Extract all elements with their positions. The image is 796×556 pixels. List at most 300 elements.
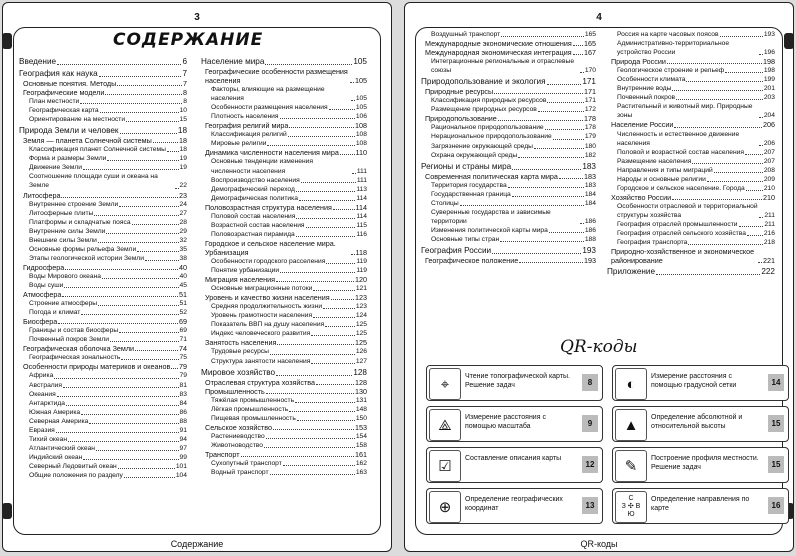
dot-leader	[137, 251, 178, 252]
toc-entry-page: 184	[584, 190, 596, 198]
toc-entry-page: 97	[179, 444, 187, 452]
toc-entry	[421, 162, 596, 172]
toc-entry	[19, 209, 187, 218]
toc-entry-title: Литосфера	[23, 190, 61, 200]
qr-card-text: Определение абсолютной и относительной высоты	[651, 414, 743, 430]
dot-leader	[61, 197, 178, 198]
toc-entry-page: 38	[179, 254, 187, 262]
qr-card[interactable]	[612, 447, 789, 483]
toc-entry-title: Направления и типы миграций	[617, 166, 713, 174]
toc-entry-page: 105	[353, 57, 367, 66]
dot-leader	[289, 411, 355, 412]
dot-leader	[301, 182, 356, 183]
toc-entry-page: 123	[355, 293, 367, 303]
toc-entry	[607, 267, 775, 277]
toc-entry-title: Столицы	[431, 199, 459, 207]
toc-entry-page: 79	[179, 362, 187, 372]
toc-entry-page: 201	[763, 85, 775, 93]
toc-entry-title: Гидросфера	[23, 262, 65, 272]
toc-entry-title: Почвенный покров Земли	[29, 336, 109, 344]
toc-entry-title: Динамика численности населения мира	[205, 148, 339, 158]
toc-entry	[201, 357, 367, 366]
toc-entry-title: Суверенные государства и зависимые территории	[431, 208, 551, 225]
dot-leader	[501, 36, 584, 37]
dot-leader	[316, 384, 354, 385]
page-tab	[2, 33, 12, 49]
toc-entry	[19, 426, 187, 435]
toc-entry-title: Россия на карте часовых поясов	[617, 31, 719, 38]
dot-leader	[492, 253, 581, 254]
dot-leader	[340, 154, 355, 155]
qr-card[interactable]	[426, 365, 603, 401]
map-icon: ⌖	[429, 368, 461, 400]
qr-card-page-number: 13	[582, 497, 598, 514]
toc-entry-title: Административно-территориальное устройство России	[617, 40, 730, 57]
toc-entry-title: Классификация планет Солнечной системы	[29, 146, 166, 154]
toc-entry-page: 218	[763, 239, 775, 247]
qr-card[interactable]	[612, 365, 789, 401]
toc-entry-page: 193	[584, 255, 596, 265]
toc-entry-title: Внешние силы Земли	[29, 236, 97, 244]
toc-entry-title: Географическая оболочка Земли	[23, 344, 135, 354]
toc-entry	[607, 148, 775, 157]
toc-entry-page: 178	[584, 114, 596, 124]
toc-entry-page: 104	[175, 471, 187, 479]
dot-leader	[311, 363, 355, 364]
toc-entry	[201, 450, 367, 459]
toc-entry-title: Трудовые ресурсы	[211, 348, 269, 356]
dot-leader	[306, 227, 356, 228]
toc-entry-title: Демографическая политика	[211, 194, 298, 202]
dot-leader	[559, 178, 583, 179]
toc-entry-title: География отраслей промышленности	[617, 220, 738, 228]
compass-icon: ⟁	[429, 409, 461, 441]
dot-leader	[547, 102, 583, 103]
toc-entry	[19, 471, 187, 480]
toc-entry	[201, 239, 367, 257]
toc-entry-page: 40	[179, 272, 187, 280]
dot-leader	[299, 200, 355, 201]
dot-leader	[280, 272, 355, 273]
toc-entry	[421, 57, 596, 75]
toc-entry	[19, 335, 187, 344]
qr-card-page-number: 12	[582, 456, 598, 473]
toc-entry	[607, 120, 775, 129]
toc-entry-page: 216	[763, 230, 775, 238]
toc-entry-page: 74	[179, 344, 187, 354]
toc-column-1	[421, 30, 596, 265]
toc-entry	[201, 405, 367, 414]
toc-entry-page: 182	[584, 151, 596, 159]
toc-entry	[19, 381, 187, 390]
toc-entry-title: Рациональное природопользование	[431, 124, 544, 132]
toc-entry	[201, 284, 367, 293]
dot-leader	[759, 54, 763, 55]
dot-leader	[296, 236, 356, 237]
toc-entry-page: 114	[355, 202, 367, 212]
toc-entry-title: Структура занятости населения	[211, 357, 311, 365]
toc-entry-title: Австралия	[29, 381, 63, 389]
toc-entry-title: Животноводство	[211, 441, 263, 449]
toc-entry-page: 193	[582, 245, 596, 255]
toc-entry-page: 35	[179, 245, 187, 253]
toc-entry	[201, 293, 367, 302]
toc-entry-title: Мировые религии	[211, 140, 267, 148]
toc-entry	[19, 390, 187, 399]
toc-entry-title: Тихий океан	[29, 435, 68, 443]
dot-leader	[759, 217, 763, 218]
toc-entry	[19, 299, 187, 308]
dot-leader	[56, 432, 179, 433]
dot-leader	[707, 181, 763, 182]
dot-leader	[68, 441, 178, 442]
toc-entry-page: 207	[763, 148, 775, 156]
toc-entry	[421, 132, 596, 141]
toc-entry	[607, 175, 775, 184]
toc-entry	[421, 226, 596, 235]
toc-entry	[421, 208, 596, 226]
toc-entry-page: 206	[763, 139, 775, 147]
dot-leader	[83, 459, 178, 460]
dot-leader	[714, 172, 763, 173]
toc-entry-page: 18	[179, 146, 187, 154]
toc-entry	[19, 115, 187, 124]
dot-leader	[323, 308, 355, 309]
dot-leader	[288, 136, 355, 137]
dot-leader	[759, 117, 763, 118]
toc-entry-title: Международные экономические отношения	[425, 39, 572, 49]
toc-entry-title: Промышленность	[205, 386, 265, 396]
toc-entry-title: Общие положения по разделу	[29, 471, 123, 479]
toc-entry-title: Этапы геологической истории Земли	[29, 254, 144, 262]
toc-entry	[19, 69, 187, 79]
qr-card[interactable]	[612, 406, 789, 442]
toc-entry-page: 196	[763, 49, 775, 57]
toc-entry-page: 86	[179, 408, 187, 416]
toc-entry-title: Земля — планета Солнечной системы	[23, 136, 152, 146]
dot-leader	[58, 323, 178, 324]
toc-entry-page: 105	[355, 104, 367, 112]
toc-entry	[607, 30, 775, 39]
qr-card-text: Составление описания карты	[465, 455, 562, 462]
toc-entry-title: Основные типы стран	[431, 235, 500, 243]
toc-entry	[19, 245, 187, 254]
dot-leader	[745, 154, 763, 155]
toc-entry-title: Тяжёлая промышленность	[211, 396, 295, 404]
toc-entry-page: 115	[356, 221, 367, 229]
toc-entry	[607, 66, 775, 75]
toc-entry-title: Хозяйство России	[611, 192, 672, 202]
toc-entry-page: 186	[584, 226, 596, 234]
dot-leader	[120, 133, 177, 134]
toc-entry-page: 110	[355, 148, 367, 158]
toc-entry	[19, 236, 187, 245]
dot-leader	[276, 281, 354, 282]
toc-entry-page: 45	[179, 281, 187, 289]
dot-leader	[326, 263, 355, 264]
toc-entry-page: 51	[179, 290, 187, 300]
dot-leader	[512, 169, 581, 170]
toc-entry	[201, 368, 367, 378]
toc-entry-page: 29	[179, 227, 187, 235]
toc-entry	[607, 166, 775, 175]
toc-entry-title: Водный транспорт	[211, 469, 269, 477]
toc-entry-title: Географические особенности размещения населения	[205, 67, 348, 86]
toc-entry-page: 108	[355, 131, 367, 139]
qr-card[interactable]	[426, 406, 603, 442]
toc-entry	[607, 84, 775, 93]
toc-entry-page: 113	[356, 185, 367, 193]
dot-leader	[460, 205, 584, 206]
toc-entry	[421, 77, 596, 87]
toc-entry-title: Регионы и страны мира	[421, 161, 512, 171]
toc-entry-title: Воспроизводство населения	[211, 176, 300, 184]
dot-leader	[656, 274, 760, 275]
dot-leader	[266, 438, 355, 439]
toc-entry-page: 203	[763, 94, 775, 102]
toc-entry-title: География религий мира	[205, 121, 289, 131]
dot-leader	[171, 368, 178, 369]
dot-leader	[118, 468, 175, 469]
toc-entry	[19, 417, 187, 426]
toc-entry	[201, 230, 367, 239]
toc-entry	[19, 371, 187, 380]
toc-entry	[201, 121, 367, 130]
toc-entry-title: Плотность населения	[211, 113, 279, 121]
toc-entry	[201, 112, 367, 121]
qr-card[interactable]	[612, 488, 789, 524]
toc-entry-title: Городское и сельское население мира. Урбанизация	[205, 238, 336, 257]
toc-entry	[607, 130, 775, 148]
qr-card[interactable]	[426, 488, 603, 524]
toc-entry	[607, 220, 775, 229]
toc-entry-title: Показатель ВВП на душу населения	[211, 321, 325, 329]
dot-leader	[96, 450, 179, 451]
toc-entry	[19, 399, 187, 408]
toc-entry-title: Факторы, влияющие на размещение населения	[211, 86, 325, 103]
dot-leader	[329, 109, 355, 110]
toc-entry	[201, 338, 367, 347]
toc-entry	[201, 441, 367, 450]
toc-entry	[19, 200, 187, 209]
qr-card[interactable]	[426, 447, 603, 483]
toc-entry-title: Введение	[19, 57, 57, 66]
dot-leader	[534, 148, 584, 149]
toc-entry-title: Атлантический океан	[29, 444, 95, 452]
toc-entry-title: Северный Ледовитый океан	[29, 462, 117, 470]
toc-entry-title: Основные тенденции изменения численности населения	[211, 158, 314, 175]
qr-card-page-number: 16	[768, 497, 784, 514]
toc-entry-page: 210	[763, 192, 775, 202]
toc-entry-title: Строение атмосферы	[29, 300, 98, 308]
toc-entry-title: Литосферные плиты	[29, 209, 94, 217]
toc-entry	[19, 408, 187, 417]
toc-entry-title: Мировое хозяйство	[201, 367, 276, 377]
toc-entry	[607, 157, 775, 166]
dot-leader	[66, 405, 179, 406]
dot-leader	[117, 85, 182, 86]
toc-entry	[19, 281, 187, 290]
compass-letter-n: С	[628, 495, 634, 502]
dot-leader	[102, 278, 179, 279]
toc-entry	[201, 130, 367, 139]
dot-leader	[672, 90, 762, 91]
qr-card-text: Чтение топографической карты. Решение задач	[465, 373, 570, 389]
dot-leader	[83, 169, 179, 170]
dot-leader	[351, 100, 355, 101]
toc-entry	[201, 194, 367, 203]
toc-entry	[19, 317, 187, 326]
toc-entry	[201, 176, 367, 185]
dot-leader	[573, 45, 583, 46]
toc-entry	[201, 266, 367, 275]
toc-entry-title: Растительный и животный мир. Природные зоны	[617, 103, 753, 120]
dot-leader	[759, 145, 763, 146]
toc-entry-page: 32	[179, 236, 187, 244]
toc-entry	[19, 462, 187, 471]
toc-entry-title: Индийский океан	[29, 453, 83, 461]
toc-entry-title: Природные ресурсы	[425, 87, 494, 97]
toc-entry-page: 7	[182, 69, 187, 78]
toc-entry	[607, 39, 775, 57]
toc-entry-page: 209	[763, 175, 775, 183]
toc-entry	[201, 203, 367, 212]
page-footer: QR-коды	[580, 539, 618, 549]
toc-entry-page: 193	[763, 31, 775, 38]
toc-entry	[201, 459, 367, 468]
toc-entry-page: 111	[356, 167, 367, 175]
compass-letter-s: Ю	[627, 511, 635, 518]
toc-entry-page: 69	[179, 317, 187, 327]
qr-card-page-number: 9	[582, 415, 598, 432]
toc-entry-title: Лёгкая промышленность	[211, 405, 289, 413]
toc-entry-title: Северная Америка	[29, 417, 89, 425]
toc-entry-page: 221	[763, 256, 775, 266]
toc-entry-page: 183	[584, 181, 596, 189]
toc-entry-page: 19	[179, 155, 187, 163]
toc-entry	[19, 435, 187, 444]
left-page	[2, 2, 392, 552]
toc-entry-title: Охрана окружающей среды	[431, 151, 518, 159]
dot-leader	[277, 344, 354, 345]
toc-entry-title: Антарктида	[29, 399, 66, 407]
toc-entry-page: 125	[355, 338, 367, 348]
toc-entry	[421, 142, 596, 151]
dot-leader	[676, 99, 763, 100]
dot-leader	[667, 63, 762, 64]
dot-leader	[54, 378, 178, 379]
dot-leader	[333, 209, 355, 210]
toc-entry-page: 170	[584, 67, 596, 75]
toc-entry	[19, 79, 187, 88]
toc-entry-title: Почвенный покров	[617, 94, 676, 102]
toc-entry-page: 108	[355, 140, 367, 148]
toc-entry	[607, 193, 775, 202]
toc-entry	[19, 106, 187, 115]
toc-entry	[607, 102, 775, 120]
toc-entry	[19, 290, 187, 299]
dot-leader	[573, 54, 583, 55]
toc-column-2	[607, 30, 775, 277]
toc-entry-page: 123	[355, 303, 367, 311]
toc-entry-page: 10	[179, 107, 187, 115]
toc-entry-title: Природно-хозяйственное и экономическое районирование	[611, 247, 755, 266]
toc-entry	[201, 85, 367, 103]
toc-entry-title: Форма и размеры Земли	[29, 155, 107, 163]
toc-entry-page: 124	[355, 312, 367, 320]
toc-entry-title: Особенности природы материков и океанов	[23, 362, 171, 372]
toc-entry	[421, 199, 596, 208]
toc-entry-page: 8	[183, 88, 187, 98]
toc-entry	[19, 272, 187, 281]
toc-entry-page: 207	[763, 157, 775, 165]
toc-entry-page: 71	[179, 336, 187, 344]
toc-entry	[201, 423, 367, 432]
toc-entry	[607, 202, 775, 220]
toc-entry-page: 108	[355, 121, 367, 131]
toc-entry	[421, 172, 596, 181]
dot-leader	[720, 36, 763, 37]
toc-entry-title: Природопользование	[425, 114, 497, 124]
toc-entry	[201, 468, 367, 477]
page-tab	[2, 503, 12, 519]
toc-entry	[19, 362, 187, 371]
toc-entry-page: 91	[179, 426, 187, 434]
page-footer: Содержание	[170, 539, 224, 549]
toc-entry	[201, 432, 367, 441]
toc-entry-title: Основные формы рельефа Земли	[29, 245, 137, 253]
dot-leader	[549, 232, 584, 233]
toc-entry-page: 114	[356, 212, 367, 220]
toc-entry-page: 183	[584, 171, 596, 181]
toc-entry-title: Движение Земли	[29, 164, 83, 172]
toc-entry-title: Население мира	[201, 57, 265, 66]
toc-entry-title: География как наука	[19, 69, 98, 78]
dot-leader	[106, 233, 178, 234]
toc-entry-title: Государственная граница	[431, 190, 511, 198]
dot-leader	[280, 118, 355, 119]
dot-leader	[100, 112, 179, 113]
toc-entry-page: 27	[179, 209, 187, 217]
dot-leader	[276, 375, 352, 376]
toc-entry	[201, 347, 367, 356]
toc-entry-page: 120	[355, 275, 367, 285]
toc-entry-title: Нерациональное природопользование	[431, 133, 552, 141]
toc-entry-title: Геологическое строение и рельеф	[617, 67, 725, 75]
toc-entry-page: 84	[179, 399, 187, 407]
toc-entry-title: Индекс человеческого развития	[211, 330, 311, 338]
toc-entry-page: 81	[179, 381, 187, 389]
toc-entry-title: Половой состав населения	[211, 212, 296, 220]
dot-leader	[153, 142, 178, 143]
toc-entry-page: 171	[584, 87, 596, 97]
dot-leader	[672, 199, 762, 200]
toc-entry	[201, 157, 367, 175]
toc-entry	[421, 181, 596, 190]
toc-entry	[19, 263, 187, 272]
dot-leader	[124, 477, 175, 478]
toc-entry-page: 15	[179, 116, 187, 124]
toc-entry	[19, 326, 187, 335]
toc-entry	[201, 387, 367, 396]
dot-leader	[80, 103, 182, 104]
toc-entry-title: Особенности размещения населения	[211, 104, 328, 112]
toc-entry	[19, 444, 187, 453]
toc-entry-page: 105	[355, 76, 367, 86]
toc-entry-title: Половой и возрастной состав населения	[617, 148, 745, 156]
toc-entry-page: 24	[179, 200, 187, 208]
toc-entry	[19, 154, 187, 163]
